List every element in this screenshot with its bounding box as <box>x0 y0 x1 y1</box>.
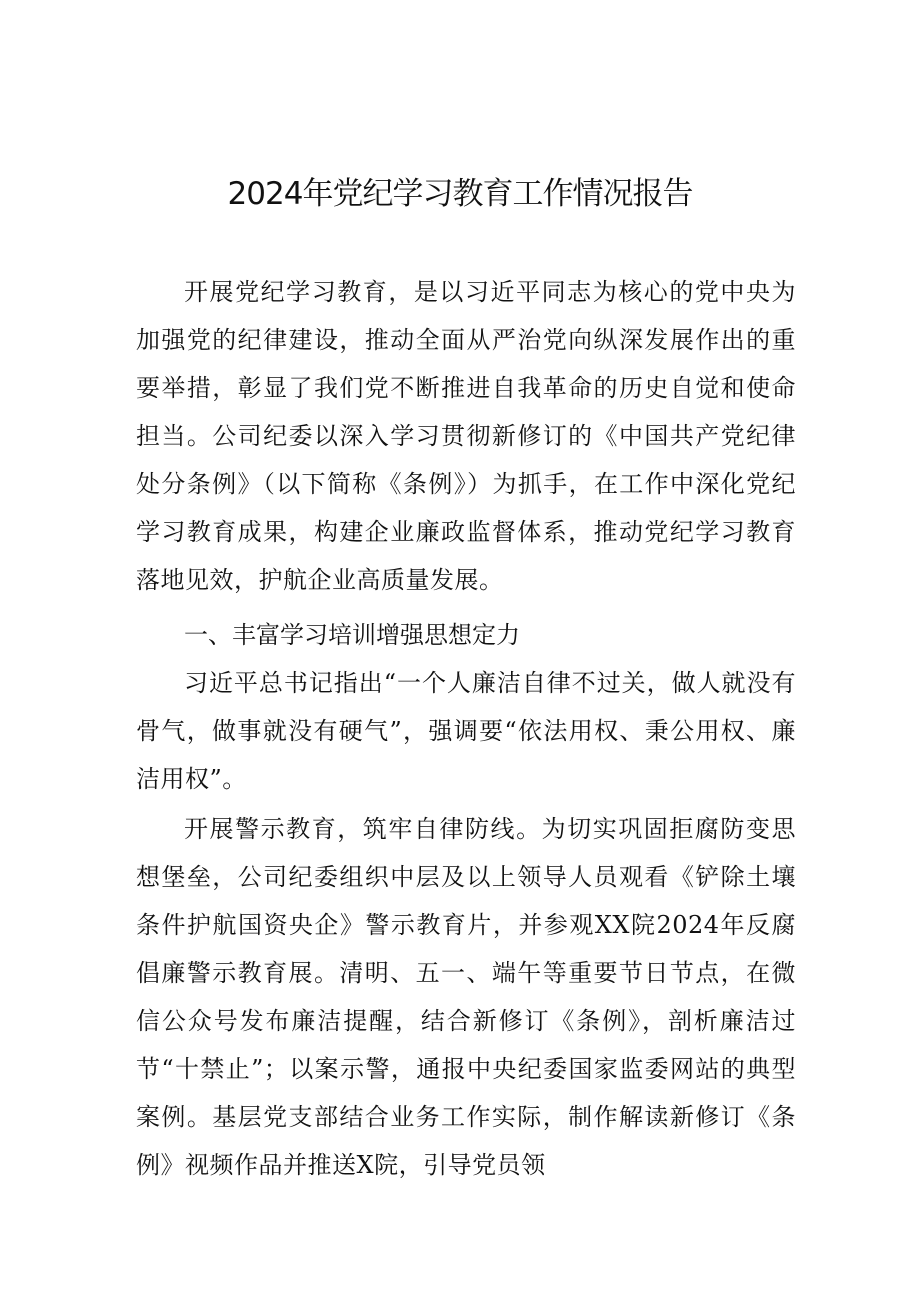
intro-paragraph: 开展党纪学习教育，是以习近平同志为核心的党中央为加强党的纪律建设，推动全面从严治党向纵深发展作出的重要举措，彰显了我们党不断推进自我革命的历史自觉和使命担当。公司纪委以深入学习贯彻新修订的《中国共产党纪律处分条例》（以下简称《条例》）为抓手，在工作中深化党纪学习教育成果，构建企业廉政监督体系，推动党纪学习教育落地见效，护航企业高质量发展。 <box>136 278 796 594</box>
warning-education-paragraph: 开展警示教育，筑牢自律防线。为切实巩固拒腐防变思想堡垒，公司纪委组织中层及以上领导人员观看《铲除土壤条件护航国资央企》警示教育片，并参观XX院2024年反腐倡廉警示教育展。清明、五一、端午等重要节日节点，在微信公众号发布廉洁提醒，结合新修订《条例》，剖析廉洁过节“十禁止”；以案示警，通报中央纪委国家监委网站的典型案例。基层党支部结合业务工作实际，制作解读新修订《条例》视频作品并推送X院，引导党员领 <box>136 815 796 1179</box>
section-heading-1: 一、丰富学习培训增强思想定力 <box>184 621 520 649</box>
quote-paragraph: 习近平总书记指出“一个人廉洁自律不过关，做人就没有骨气，做事就没有硬气”，强调要“依法用权、秉公用权、廉洁用权”。 <box>136 669 796 793</box>
document-title: 2024年党纪学习教育工作情况报告 <box>227 176 693 212</box>
